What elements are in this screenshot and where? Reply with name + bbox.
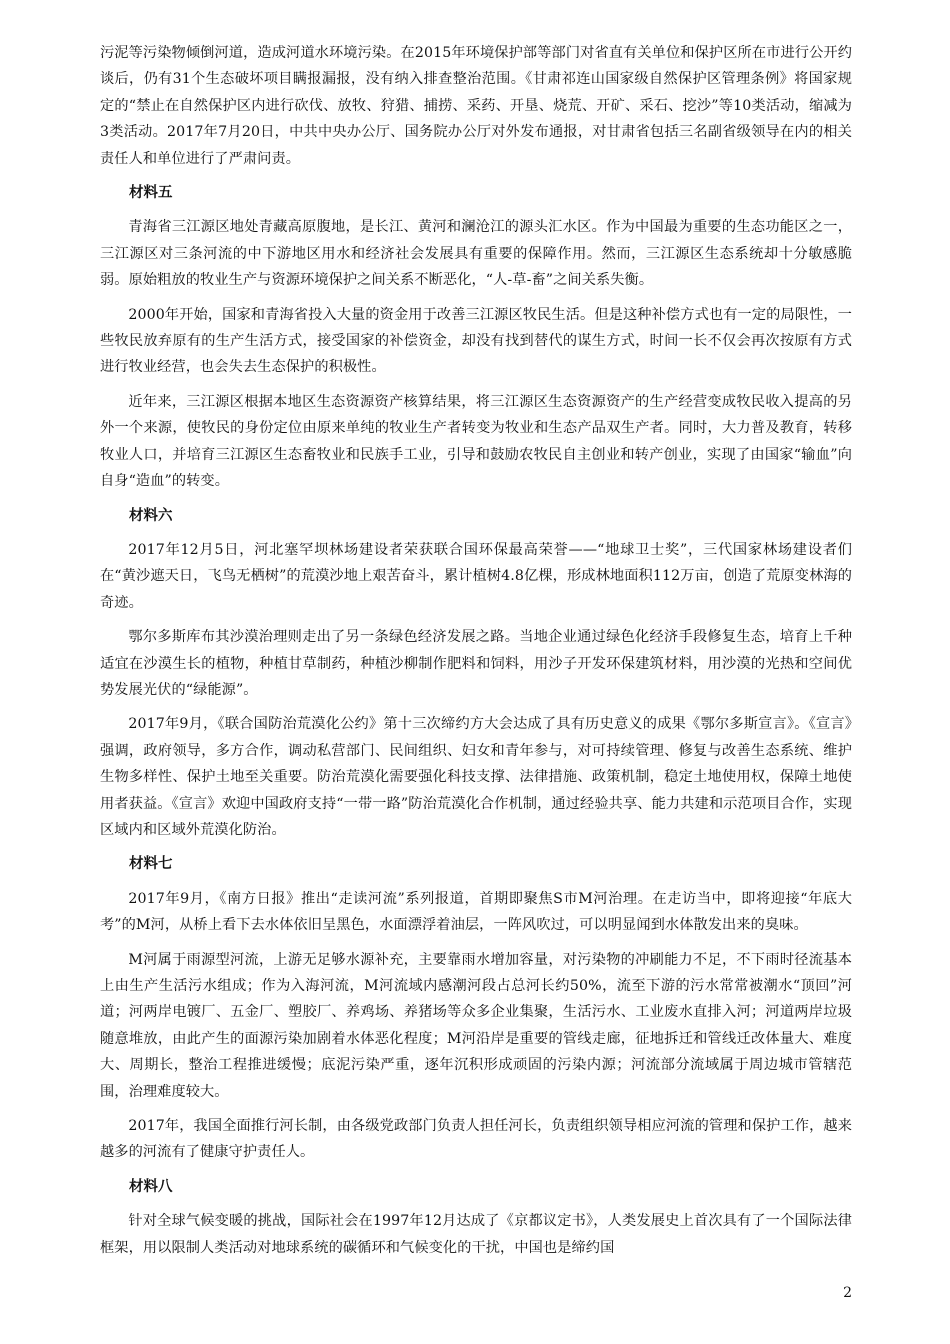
body-paragraph: 鄂尔多斯库布其沙漠治理则走出了另一条绿色经济发展之路。当地企业通过绿色化经济手段修复生态，培育上千种适宜在沙漠生长的植物，种植甘草制药，种植沙柳制作肥料和饲料，用沙子开发环保建筑材料，用沙漠的光热和空间优势发展光伏的“绿能源”。: [100, 629, 852, 698]
body-paragraph: 近年来，三江源区根据本地区生态资源资产核算结果，将三江源区生态资源资产的生产经营变成牧民收入提高的另外一个来源，使牧民的身份定位由原来单纯的牧业生产者转变为牧业和生态产品双生产者。同时，大力普及教育，转移牧业人口，并培育三江源区生态畜牧业和民族手工业，引导和鼓励农牧民自主创业和转产创业，实现了由国家“输血”向自身“造血”的转变。: [100, 393, 852, 490]
body-paragraph: 青海省三江源区地处青藏高原腹地，是长江、黄河和澜沧江的源头汇水区。作为中国最为重要的生态功能区之一，三江源区对三条河流的中下游地区用水和经济社会发展具有重要的保障作用。然而，三江源区生态系统却十分敏感脆弱。原始粗放的牧业生产与资源环境保护之间关系不断恶化，“人-草-畜”之间关系失衡。: [100, 219, 852, 289]
section-heading: 材料六: [129, 506, 173, 524]
body-paragraph: 污泥等污染物倾倒河道，造成河道水环境污染。在2015年环境保护部等部门对省直有关单位和保护区所在市进行公开约谈后，仍有31个生态破坏项目瞒报漏报，没有纳入排查整治范围。《甘肃祁连山国家级自然保护区管理条例》将国家规定的“禁止在自然保护区内进行砍伐、放牧、狩猎、捕捞、采药、开垦、烧荒、开矿、采石、挖沙”等10类活动，缩减为3类活动。2017年7月20日，中共中央办公厅、国务院办公厅对外发布通报，对甘肃省包括三名副省级领导在内的相关责任人和单位进行了严肃问责。: [100, 45, 852, 167]
body-paragraph: 2000年开始，国家和青海省投入大量的资金用于改善三江源区牧民生活。但是这种补偿方式也有一定的局限性，一些牧民放弃原有的生产生活方式，接受国家的补偿资金，却没有找到替代的谋生方式，时间一长不仅会再次按原有方式进行牧业经营，也会失去生态保护的积极性。: [100, 306, 852, 376]
page-number: 2: [843, 1285, 852, 1301]
section-heading: 材料七: [129, 855, 173, 873]
body-paragraph: M河属于雨源型河流，上游无足够水源补充，主要靠雨水增加容量，对污染物的冲刷能力不足，不下雨时径流基本上由生产生活污水组成；作为入海河流，M河流域内感潮河段占总河长约50%，流至下游的污水常常被潮水“顶回”河道；河两岸电镀厂、五金厂、塑胶厂、养鸡场、养猪场等众多企业集聚，生活污水、工业废水直排入河；河道两岸垃圾随意堆放，由此产生的面源污染加剧着水体恶化程度；M河沿岸是重要的管线走廊，征地拆迁和管线迁改体量大、难度大、周期长，整治工程推进缓慢；底泥污染严重，逐年沉积形成顽固的污染内源；河流部分流域属于周边城市管辖范围，治理难度较大。: [100, 951, 852, 1100]
body-paragraph: 2017年，我国全面推行河长制，由各级党政部门负责人担任河长，负责组织领导相应河流的管理和保护工作，越来越多的河流有了健康守护责任人。: [100, 1118, 852, 1161]
section-heading: 材料八: [129, 1177, 173, 1195]
page-content: [100, 40, 852, 1269]
body-paragraph: 针对全球气候变暖的挑战，国际社会在1997年12月达成了《京都议定书》，人类发展史上首次具有了一个国际法律框架，用以限制人类活动对地球系统的碳循环和气候变化的干扰，中国也是缔约国: [100, 1213, 852, 1256]
body-paragraph: 2017年9月，《联合国防治荒漠化公约》第十三次缔约方大会达成了具有历史意义的成果《鄂尔多斯宣言》。《宣言》强调，政府领导，多方合作，调动私营部门、民间组织、妇女和青年参与，对可持续管理、修复与改善生态系统、维护生物多样性、保护土地至关重要。防治荒漠化需要强化科技支撑、法律措施、政策机制，稳定土地使用权，保障土地使用者获益。《宣言》欢迎中国政府支持“一带一路”防治荒漠化合作机制，通过经验共享、能力共建和示范项目合作，实现区域内和区域外荒漠化防治。: [100, 716, 852, 838]
body-paragraph: 2017年9月，《南方日报》推出“走读河流”系列报道，首期即聚焦S市M河治理。在走访当中，即将迎接“年底大考”的M河，从桥上看下去水体依旧呈黑色，水面漂浮着油层，一阵风吹过，可以明显闻到水体散发出来的臭味。: [100, 890, 852, 934]
section-heading: 材料五: [129, 184, 173, 202]
body-paragraph: 2017年12月5日，河北塞罕坝林场建设者荣获联合国环保最高荣誉——“地球卫士奖”，三代国家林场建设者们在“黄沙遮天日，飞鸟无栖树”的荒漠沙地上艰苦奋斗，累计植树4.8亿棵，形成林地面积112万亩，创造了荒原变林海的奇迹。: [100, 541, 852, 611]
